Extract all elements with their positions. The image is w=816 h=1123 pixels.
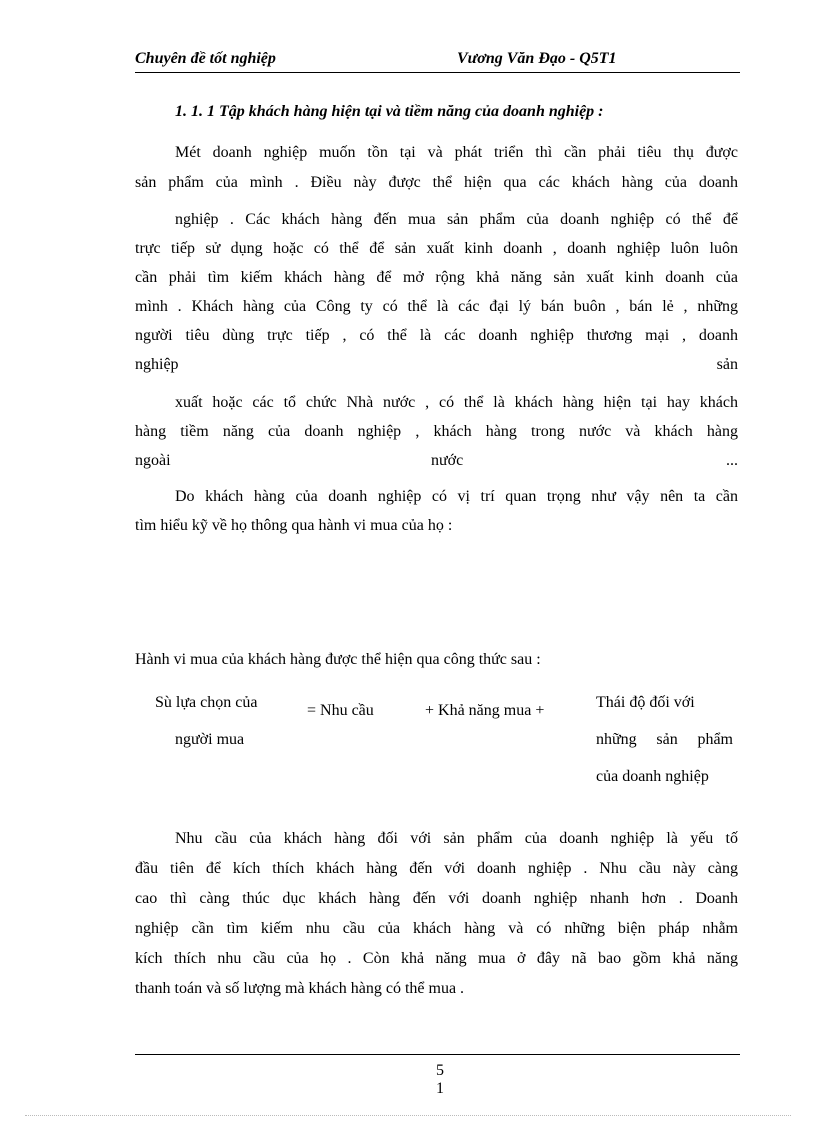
paragraph-line: nghiệp cần tìm kiếm nhu cầu của khách hàng và có những biện pháp nhằm [135, 920, 738, 937]
paragraph-line: người tiêu dùng trực tiếp , có thể là các doanh nghiệp thương mại , doanh [135, 327, 738, 344]
paragraph-line: trực tiếp sử dụng hoặc có thể để sản xuất kinh doanh , doanh nghiệp luôn luôn [135, 240, 738, 257]
paragraph-word: sản [716, 356, 738, 373]
paragraph-word: nước [431, 452, 464, 469]
formula-text: Thái độ đối với [596, 694, 695, 711]
paragraph-line: hàng tiềm năng của doanh nghiệp , khách hàng trong nước và khách hàng [135, 423, 738, 440]
page-edge-divider [25, 1115, 791, 1116]
paragraph-line: Do khách hàng của doanh nghiệp có vị trí quan trọng như vậy nên ta cần [175, 488, 738, 505]
header-author: Vương Văn Đạo - Q5T1 [457, 50, 617, 67]
formula-ability: + Khả năng mua + [425, 702, 545, 719]
page-header [135, 50, 740, 73]
paragraph-word: ngoài [135, 452, 171, 469]
paragraph-line [135, 446, 738, 476]
paragraph-line: kích thích nhu cầu của họ . Còn khả năng mua ở đây nã bao gồm khả năng [135, 950, 738, 967]
paragraph-line [135, 350, 738, 380]
paragraph-line: thanh toán và số lượng mà khách hàng có thể mua . [135, 980, 465, 997]
paragraph-word: ... [726, 452, 738, 469]
formula-intro: Hành vi mua của khách hàng được thể hiện qua công thức sau : [135, 651, 541, 668]
paragraph-line: tìm hiểu kỹ về họ thông qua hành vi mua của họ : [135, 517, 453, 534]
formula-text: người mua [175, 731, 245, 748]
paragraph-line: cần phải tìm kiếm khách hàng để mở rộng khả năng sản xuất kinh doanh của [135, 269, 738, 286]
header-document-type: Chuyên đề tốt nghiệp [135, 50, 276, 67]
paragraph-line: mình . Khách hàng của Công ty có thể là các đại lý bán buôn , bán lẻ , những [135, 298, 738, 315]
paragraph-line: Mét doanh nghiệp muốn tồn tại và phát triển thì cần phải tiêu thụ được [175, 144, 738, 161]
formula-text: những sản phẩm [596, 731, 733, 748]
formula-buyer-choice [155, 684, 280, 758]
footer-rule [135, 1054, 740, 1055]
paragraph-line: Nhu cầu của khách hàng đối với sản phẩm của doanh nghiệp là yếu tố [175, 830, 738, 847]
paragraph-line: xuất hoặc các tổ chức Nhà nước , có thể là khách hàng hiện tại hay khách [175, 394, 738, 411]
page-number: 5 [436, 1062, 444, 1079]
section-title: 1. 1. 1 Tập khách hàng hiện tại và tiềm năng của doanh nghiệp : [175, 103, 604, 120]
formula-text: của doanh nghiệp [596, 768, 709, 785]
formula-text: Sù lựa chọn của [155, 694, 258, 711]
page-number: 1 [436, 1080, 444, 1097]
paragraph-line: cao thì càng thúc dục khách hàng đến với doanh nghiệp nhanh hơn . Doanh [135, 890, 738, 907]
formula-need: = Nhu cầu [307, 702, 374, 719]
paragraph-line: đầu tiên để kích thích khách hàng đến với doanh nghiệp . Nhu cầu này càng [135, 860, 738, 877]
paragraph-word: nghiệp [135, 356, 179, 373]
formula-attitude [596, 684, 733, 795]
paragraph-line: nghiệp . Các khách hàng đến mua sản phẩm của doanh nghiệp có thể để [175, 211, 738, 228]
paragraph-line: sản phẩm của mình . Điều này được thể hiện qua các khách hàng của doanh [135, 174, 738, 191]
